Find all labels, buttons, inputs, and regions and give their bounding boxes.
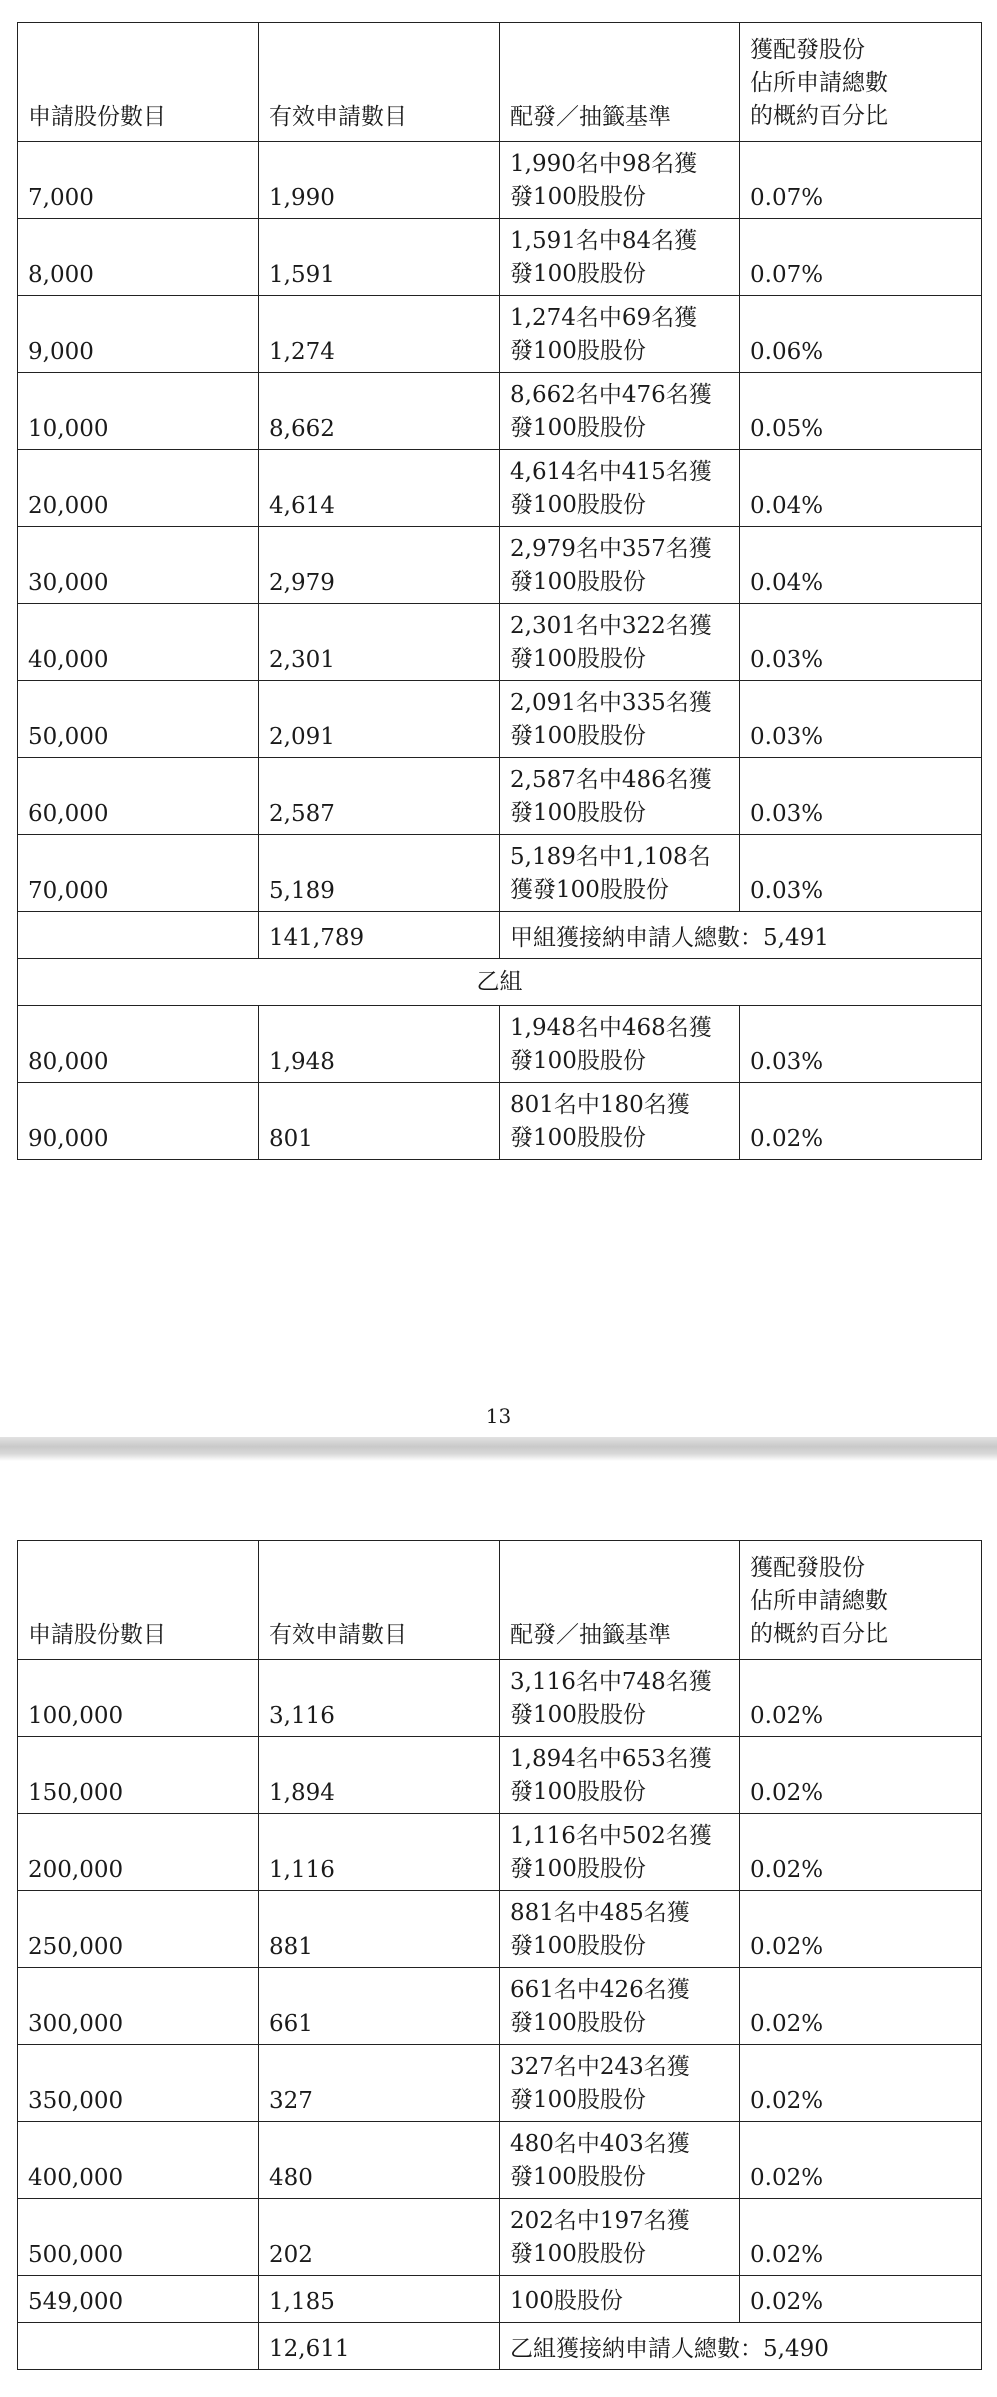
shares-applied-cell: 350,000 [18,2045,259,2122]
table-row [18,1814,982,1891]
header-valid-applications: 有效申請數目 [259,1541,500,1660]
shares-applied-cell: 80,000 [18,1006,259,1083]
empty-cell [18,2323,259,2370]
valid-applications-cell: 3,116 [259,1660,500,1737]
shares-applied-cell: 40,000 [18,604,259,681]
shares-applied-cell: 90,000 [18,1083,259,1160]
percentage-cell: 0.03% [740,604,982,681]
valid-applications-cell: 480 [259,2122,500,2199]
table-row [18,1083,982,1160]
valid-applications-cell: 1,116 [259,1814,500,1891]
table-header-row [18,1541,982,1660]
basis-of-allotment-cell: 2,587名中486名獲 發100股股份 [500,758,740,835]
percentage-cell: 0.02% [740,2122,982,2199]
basis-of-allotment-cell: 202名中197名獲 發100股股份 [500,2199,740,2276]
valid-applications-cell: 4,614 [259,450,500,527]
shares-applied-cell: 250,000 [18,1891,259,1968]
basis-of-allotment-cell: 1,274名中69名獲 發100股股份 [500,296,740,373]
table-header-row [18,23,982,142]
table-row [18,2276,982,2323]
table-row [18,1006,982,1083]
shares-applied-cell: 8,000 [18,219,259,296]
page-number: 13 [485,1404,512,1428]
table-row [18,2199,982,2276]
table-row [18,681,982,758]
percentage-cell: 0.02% [740,1737,982,1814]
percentage-cell: 0.03% [740,1006,982,1083]
table-row [18,1737,982,1814]
percentage-cell: 0.05% [740,373,982,450]
percentage-cell: 0.02% [740,2276,982,2323]
valid-applications-cell: 2,587 [259,758,500,835]
valid-applications-cell: 5,189 [259,835,500,912]
table-row [18,296,982,373]
percentage-cell: 0.02% [740,1814,982,1891]
basis-of-allotment-cell: 8,662名中476名獲 發100股股份 [500,373,740,450]
table-row [18,373,982,450]
shares-applied-cell: 30,000 [18,527,259,604]
basis-of-allotment-cell: 1,116名中502名獲 發100股股份 [500,1814,740,1891]
total-row [18,2323,982,2370]
table-row [18,1891,982,1968]
percentage-cell: 0.07% [740,219,982,296]
total-successful-applicants-cell: 乙組獲接納申請人總數：5,490 [500,2323,982,2370]
allotment-table-group-b [17,1540,982,2370]
shares-applied-cell: 70,000 [18,835,259,912]
basis-of-allotment-cell: 100股股份 [500,2276,740,2323]
table-row [18,1968,982,2045]
table-row [18,835,982,912]
basis-of-allotment-cell: 2,979名中357名獲 發100股股份 [500,527,740,604]
percentage-cell: 0.04% [740,527,982,604]
basis-of-allotment-cell: 1,591名中84名獲 發100股股份 [500,219,740,296]
page-separator [0,1437,997,1461]
basis-of-allotment-cell: 1,894名中653名獲 發100股股份 [500,1737,740,1814]
basis-of-allotment-cell: 1,990名中98名獲 發100股股份 [500,142,740,219]
group-b-heading-row [18,959,982,1006]
valid-applications-cell: 801 [259,1083,500,1160]
table-row [18,527,982,604]
header-approx-percentage: 獲配發股份 佔所申請總數 的概約百分比 [740,1541,982,1660]
valid-applications-cell: 2,979 [259,527,500,604]
group-b-heading: 乙組 [18,959,982,1006]
total-row [18,912,982,959]
shares-applied-cell: 400,000 [18,2122,259,2199]
valid-applications-cell: 1,185 [259,2276,500,2323]
valid-applications-cell: 881 [259,1891,500,1968]
shares-applied-cell: 100,000 [18,1660,259,1737]
shares-applied-cell: 10,000 [18,373,259,450]
header-approx-percentage: 獲配發股份 佔所申請總數 的概約百分比 [740,23,982,142]
basis-of-allotment-cell: 3,116名中748名獲 發100股股份 [500,1660,740,1737]
shares-applied-cell: 7,000 [18,142,259,219]
basis-of-allotment-cell: 881名中485名獲 發100股股份 [500,1891,740,1968]
valid-applications-cell: 2,301 [259,604,500,681]
percentage-cell: 0.02% [740,2045,982,2122]
header-basis-of-allotment: 配發／抽籤基準 [500,1541,740,1660]
table-row [18,758,982,835]
valid-applications-cell: 327 [259,2045,500,2122]
shares-applied-cell: 200,000 [18,1814,259,1891]
percentage-cell: 0.04% [740,450,982,527]
table-row [18,604,982,681]
valid-applications-cell: 661 [259,1968,500,2045]
table-row [18,2045,982,2122]
basis-of-allotment-cell: 1,948名中468名獲 發100股股份 [500,1006,740,1083]
percentage-cell: 0.02% [740,2199,982,2276]
percentage-cell: 0.03% [740,758,982,835]
total-valid-applications-cell: 12,611 [259,2323,500,2370]
allotment-table-group-a [17,22,982,1160]
percentage-cell: 0.02% [740,1968,982,2045]
percentage-cell: 0.03% [740,835,982,912]
total-successful-applicants-cell: 甲組獲接納申請人總數：5,491 [500,912,982,959]
header-basis-of-allotment: 配發／抽籤基準 [500,23,740,142]
basis-of-allotment-cell: 801名中180名獲 發100股股份 [500,1083,740,1160]
percentage-cell: 0.07% [740,142,982,219]
empty-cell [18,912,259,959]
shares-applied-cell: 50,000 [18,681,259,758]
percentage-cell: 0.02% [740,1891,982,1968]
basis-of-allotment-cell: 2,091名中335名獲 發100股股份 [500,681,740,758]
table-row [18,2122,982,2199]
percentage-cell: 0.02% [740,1083,982,1160]
table-row [18,142,982,219]
shares-applied-cell: 9,000 [18,296,259,373]
basis-of-allotment-cell: 4,614名中415名獲 發100股股份 [500,450,740,527]
valid-applications-cell: 1,591 [259,219,500,296]
shares-applied-cell: 150,000 [18,1737,259,1814]
percentage-cell: 0.06% [740,296,982,373]
valid-applications-cell: 202 [259,2199,500,2276]
basis-of-allotment-cell: 480名中403名獲 發100股股份 [500,2122,740,2199]
header-valid-applications: 有效申請數目 [259,23,500,142]
percentage-cell: 0.03% [740,681,982,758]
basis-of-allotment-cell: 327名中243名獲 發100股股份 [500,2045,740,2122]
table-row [18,450,982,527]
valid-applications-cell: 1,948 [259,1006,500,1083]
shares-applied-cell: 20,000 [18,450,259,527]
header-shares-applied: 申請股份數目 [18,23,259,142]
basis-of-allotment-cell: 661名中426名獲 發100股股份 [500,1968,740,2045]
total-valid-applications-cell: 141,789 [259,912,500,959]
table-row [18,219,982,296]
shares-applied-cell: 549,000 [18,2276,259,2323]
basis-of-allotment-cell: 5,189名中1,108名 獲發100股股份 [500,835,740,912]
table-row [18,1660,982,1737]
percentage-cell: 0.02% [740,1660,982,1737]
valid-applications-cell: 1,274 [259,296,500,373]
shares-applied-cell: 60,000 [18,758,259,835]
valid-applications-cell: 2,091 [259,681,500,758]
basis-of-allotment-cell: 2,301名中322名獲 發100股股份 [500,604,740,681]
page-14 [0,1460,997,2397]
shares-applied-cell: 300,000 [18,1968,259,2045]
valid-applications-cell: 1,990 [259,142,500,219]
shares-applied-cell: 500,000 [18,2199,259,2276]
valid-applications-cell: 8,662 [259,373,500,450]
valid-applications-cell: 1,894 [259,1737,500,1814]
header-shares-applied: 申請股份數目 [18,1541,259,1660]
